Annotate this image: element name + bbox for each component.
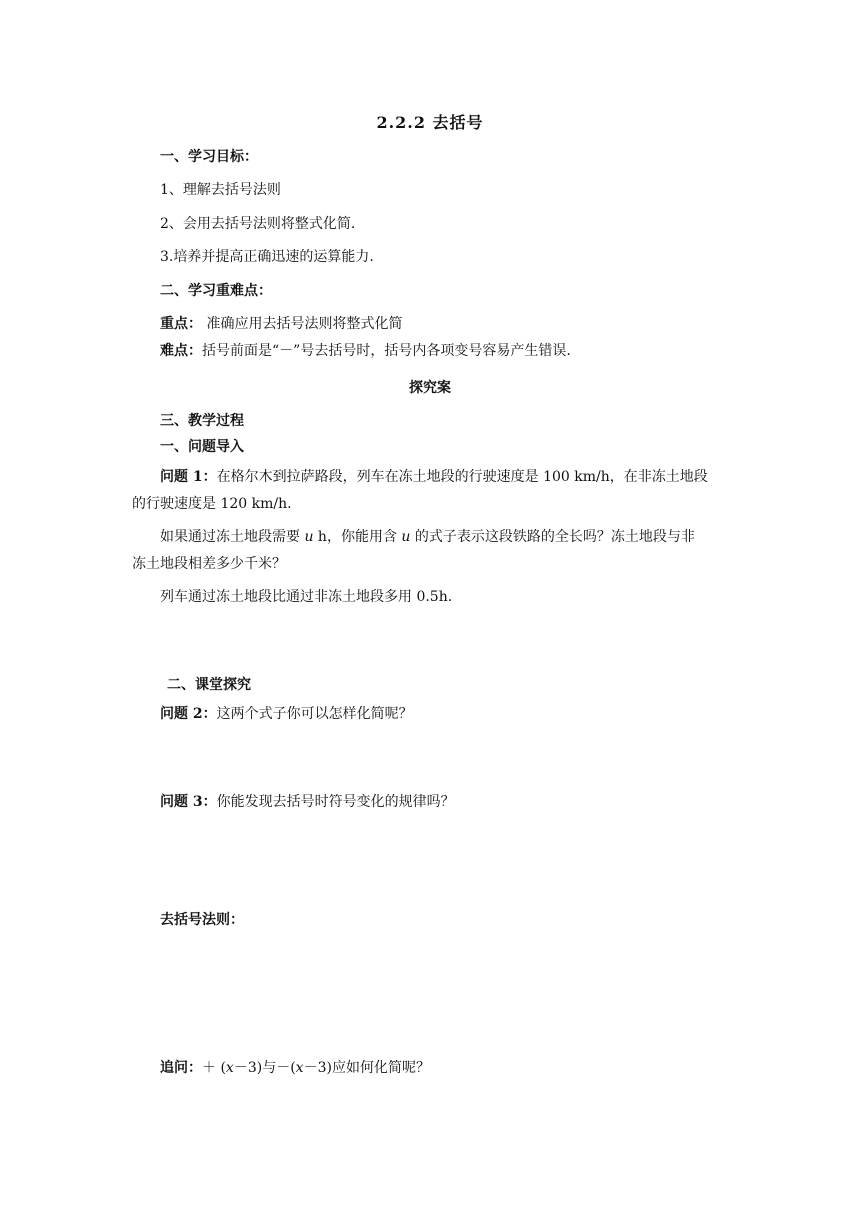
variable-x: x	[295, 1060, 304, 1076]
followup-line: 追问：＋ (x－3)与－(x－3)应如何化简呢？	[160, 1060, 430, 1076]
focus-text: 准确应用去括号法则将整式化简	[202, 316, 403, 332]
focus-label: 重点：	[160, 316, 202, 332]
objective-item-3: 3.培养并提高正确迅速的运算能力.	[160, 249, 374, 265]
focus-line	[160, 314, 402, 334]
question-1-line-2: 的行驶速度是 120 km/h.	[132, 496, 292, 512]
objectives-heading: 一、学习目标：	[160, 149, 258, 165]
question-1-text: 在格尔木到拉萨路段，列车在冻土地段的行驶速度是 100 km/h，在非冻土地段	[216, 469, 708, 485]
difficulty-text: 括号前面是“－”号去括号时，括号内各项变号容易产生错误.	[202, 343, 571, 359]
question-3-line	[160, 792, 455, 812]
followup-label: 追问：	[160, 1060, 202, 1076]
variable-u: u	[304, 529, 314, 545]
question-1b-line-1: 如果通过冻土地段需要 u h，你能用含 u 的式子表示这段铁路的全长吗？冻土地段与非	[160, 529, 695, 545]
objective-item-2: 2、会用去括号法则将整式化简.	[160, 216, 356, 232]
variable-x: x	[225, 1060, 234, 1076]
difficulty-label: 难点：	[160, 343, 202, 359]
question-3-text: 你能发现去括号时符号变化的规律吗？	[216, 794, 455, 810]
objective-item-1: 1、理解去括号法则	[160, 182, 281, 198]
rule-label: 去括号法则：	[160, 912, 244, 928]
process-heading: 三、教学过程	[160, 413, 244, 429]
question-1-label: 问题 1：	[160, 469, 217, 485]
question-1c: 列车通过冻土地段比通过非冻土地段多用 0.5h.	[160, 589, 453, 605]
question-1b-line-2: 冻土地段相差多少千米？	[132, 556, 286, 572]
page-title: 2.2.2 去括号	[376, 113, 484, 132]
question-2-label: 问题 2：	[160, 706, 217, 722]
question-1-line-1	[160, 467, 708, 487]
question-2-text: 这两个式子你可以怎样化简呢？	[216, 706, 413, 722]
question-3-label: 问题 3：	[160, 794, 217, 810]
explore-heading: 二、课堂探究	[167, 677, 251, 693]
difficulty-line	[160, 341, 571, 361]
question-2-line	[160, 704, 413, 724]
key-points-heading: 二、学习重难点：	[160, 283, 272, 299]
variable-u: u	[401, 529, 411, 545]
intro-heading: 一、问题导入	[160, 439, 244, 455]
section-title: 探究案	[409, 380, 451, 396]
